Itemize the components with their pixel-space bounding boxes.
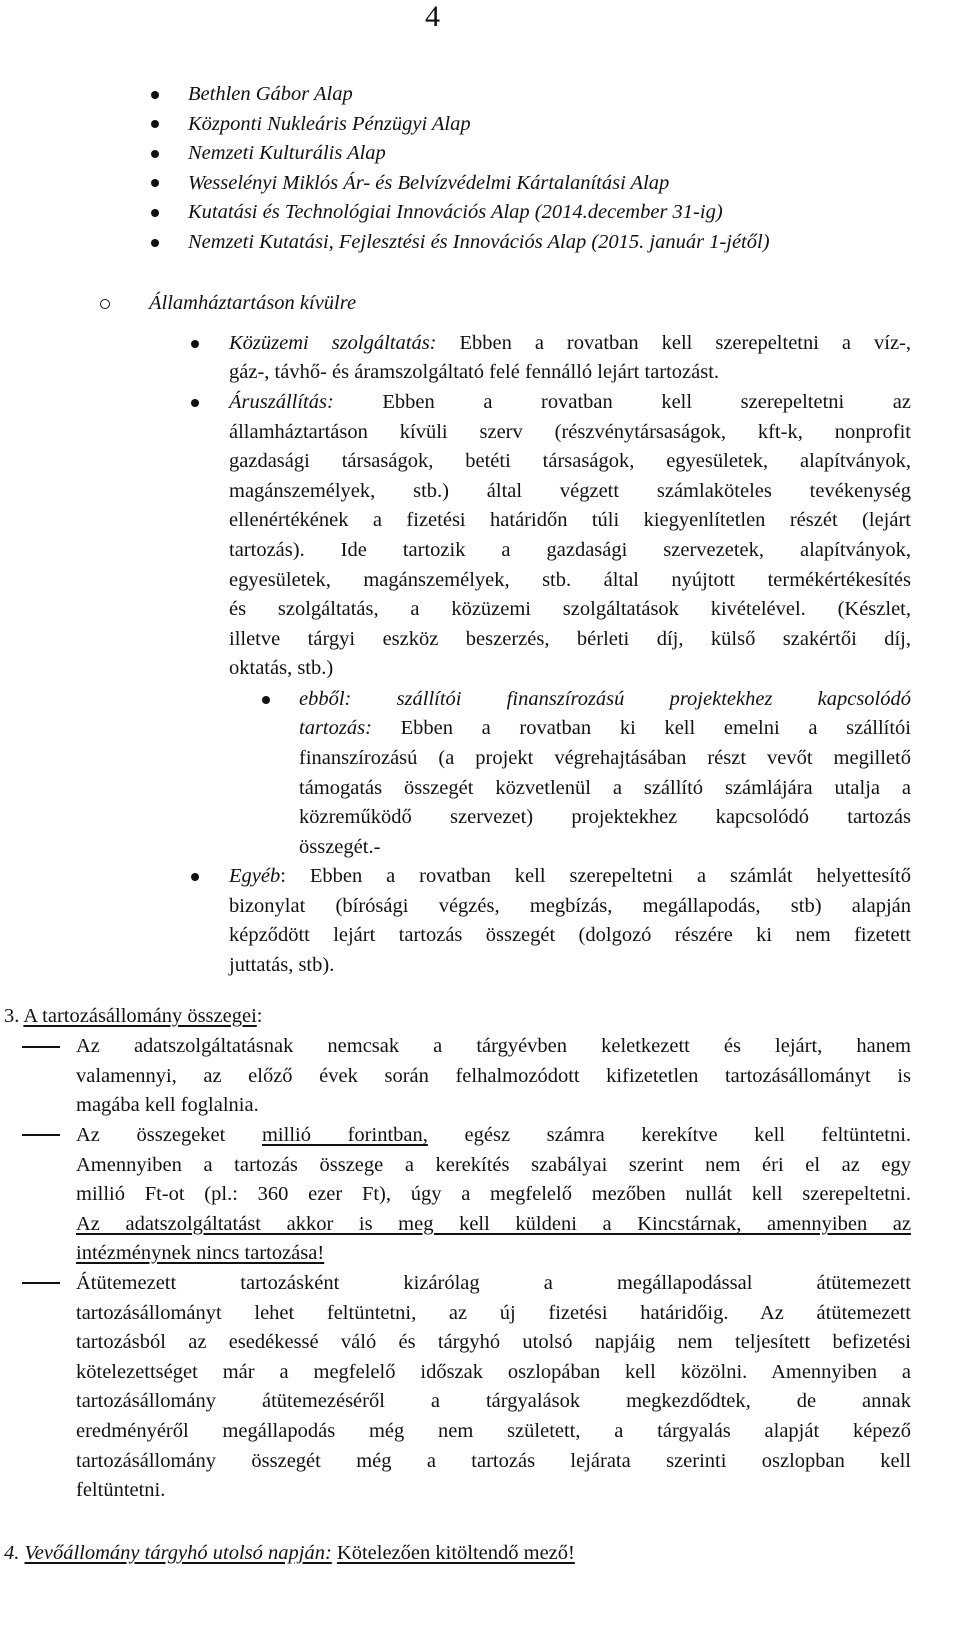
aruszallitas-text: Ebben a rovatban kell szerepeltetni az xyxy=(382,391,912,413)
egyeb-line-1 xyxy=(229,864,911,888)
aruszallitas-line: magánszemélyek, stb.) által végzett számlaköteles tevékenység xyxy=(229,480,911,502)
item3-line: Átütemezett tartozásként kizárólag a megállapodással átütemezett xyxy=(76,1272,911,1294)
item2-text-a: Az összegeket xyxy=(76,1124,226,1146)
szallitoi-label-line-1: ebből: szállítói finanszírozású projektekhez kapcsolódó xyxy=(299,688,911,710)
circle-bullet-icon xyxy=(100,299,110,309)
bullet-icon xyxy=(262,696,270,704)
bullet-icon xyxy=(151,239,159,247)
dash-bullet-icon xyxy=(22,1046,60,1048)
bullet-icon xyxy=(191,873,199,881)
aruszallitas-line: illetve tárgyi eszköz beszerzés, bérleti díj, külső szakértői díj, xyxy=(229,628,911,650)
fund-item: Bethlen Gábor Alap xyxy=(188,83,353,105)
section-3-heading xyxy=(4,1004,262,1028)
section-3-colon: : xyxy=(256,1005,263,1027)
aruszallitas-line: egyesületek, magánszemélyek, stb. által nyújtott termékértékesítés xyxy=(229,569,911,591)
aruszallitas-line: gazdasági társaságok, betéti társaságok, egyesületek, alapítványok, xyxy=(229,450,911,472)
szallitoi-line: közreműködő szervezet) projektekhez kapcsolódó tartozás xyxy=(299,806,911,828)
fund-item: Nemzeti Kutatási, Fejlesztési és Innovációs Alap (2015. január 1-jétől) xyxy=(188,231,770,253)
aruszallitas-label: Áruszállítás: xyxy=(229,391,334,413)
bullet-icon xyxy=(191,399,199,407)
bullet-icon xyxy=(151,120,159,128)
aruszallitas-line: tartozás). Ide tartozik a gazdasági szervezetek, alapítványok, xyxy=(229,539,911,561)
item3-line-last: feltüntetni. xyxy=(76,1479,166,1501)
szallitoi-line-2 xyxy=(299,716,911,740)
bullet-icon xyxy=(151,179,159,187)
item1-line-last: magába kell foglalnia. xyxy=(76,1094,259,1116)
item2-text-b: egész számra kerekítve kell feltüntetni. xyxy=(464,1124,912,1146)
kozuzemi-line-1 xyxy=(229,331,911,355)
section-4-title: Vevőállomány tárgyhó utolsó napján: xyxy=(24,1542,332,1564)
szallitoi-label-2: tartozás: xyxy=(299,717,372,739)
item2-line-1 xyxy=(76,1123,911,1147)
item3-line: tartozásállomány összegét még a tartozás lejárata szerinti oszlopban kell xyxy=(76,1450,911,1472)
fund-item: Nemzeti Kulturális Alap xyxy=(188,142,386,164)
section-4-number: 4. xyxy=(4,1542,20,1564)
kozuzemi-line-2: gáz-, távhő- és áramszolgáltató felé fennálló lejárt tartozást. xyxy=(229,361,720,383)
kozuzemi-text: Ebben a rovatban kell szerepeltetni a víz-, xyxy=(459,332,912,354)
section-4-heading xyxy=(4,1541,575,1565)
szallitoi-line: támogatás összegét közvetlenül a szállító számlájára utalja a xyxy=(299,777,911,799)
item1-line: Az adatszolgáltatásnak nemcsak a tárgyévben keletkezett és lejárt, hanem xyxy=(76,1035,911,1057)
kozuzemi-label: Közüzemi szolgáltatás: xyxy=(229,332,437,354)
bullet-icon xyxy=(151,209,159,217)
item1-line: valamennyi, az előző évek során felhalmozódott kifizetetlen tartozásállományt is xyxy=(76,1065,911,1087)
szallitoi-text: Ebben a rovatban ki kell emelni a szállítói xyxy=(400,717,911,739)
egyeb-text: : Ebben a rovatban kell szerepeltetni a számlát helyettesítő xyxy=(280,865,911,887)
item2-text-underlined: millió forintban, xyxy=(261,1124,428,1146)
item3-line: tartozásállományt lehet feltüntetni, az új fizetési határidőig. Az átütemezett xyxy=(76,1302,911,1324)
fund-item: Központi Nukleáris Pénzügyi Alap xyxy=(188,113,471,135)
section-3-number: 3. xyxy=(4,1005,20,1027)
dash-bullet-icon xyxy=(22,1134,60,1136)
aruszallitas-line: államháztartáson kívüli szerv (részvénytársaságok, kft-k, nonprofit xyxy=(229,421,911,443)
egyeb-line-last: juttatás, stb). xyxy=(229,954,335,976)
bullet-icon xyxy=(191,340,199,348)
item3-line: kötelezettséget már a megfelelő időszak oszlopában kell közölni. Amennyiben a xyxy=(76,1361,911,1383)
bullet-icon xyxy=(151,91,159,99)
item2-line: Amennyiben a tartozás összege a kerekítés szabályai szerint nem éri el az egy xyxy=(76,1154,911,1176)
fund-item: Wesselényi Miklós Ár- és Belvízvédelmi Kártalanítási Alap xyxy=(188,172,670,194)
item2-underlined-line: Az adatszolgáltatást akkor is meg kell küldeni a Kincstárnak, amennyiben az xyxy=(76,1213,911,1235)
item3-line: tartozásállomány átütemezéséről a tárgyalások megkezdődtek, de annak xyxy=(76,1390,911,1412)
item3-line: eredményéről megállapodás még nem született, a tárgyalás alapját képező xyxy=(76,1420,911,1442)
bullet-icon xyxy=(151,150,159,158)
page-number: 4 xyxy=(425,0,440,33)
egyeb-line: képződött lejárt tartozás összegét (dolgozó részére ki nem fizetett xyxy=(229,924,911,946)
item3-line: tartozásból az esedékessé váló és tárgyhó utolsó napjáig nem teljesített befizetési xyxy=(76,1331,911,1353)
szallitoi-line: finanszírozású (a projekt végrehajtásában részt vevőt megillető xyxy=(299,747,911,769)
aruszallitas-line: és szolgáltatás, a közüzemi szolgáltatások kivételével. (Készlet, xyxy=(229,598,911,620)
fund-item: Kutatási és Technológiai Innovációs Alap (2014.december 31-ig) xyxy=(188,201,723,223)
aruszallitas-line-1 xyxy=(229,390,911,414)
dash-bullet-icon xyxy=(22,1282,60,1284)
aruszallitas-line: ellenértékének a fizetési határidőn túli kiegyenlítetlen részét (lejárt xyxy=(229,509,911,531)
szallitoi-line-last: összegét.- xyxy=(299,836,381,858)
egyeb-label: Egyéb xyxy=(229,865,281,887)
egyeb-line: bizonylat (bírósági végzés, megbízás, megállapodás, stb) alapján xyxy=(229,895,911,917)
item2-underlined-last: intézménynek nincs tartozása! xyxy=(76,1242,325,1264)
section-3-title: A tartozásállomány összegei xyxy=(23,1005,257,1027)
item2-line: millió Ft-ot (pl.: 360 ezer Ft), úgy a megfelelő mezőben nullát kell szerepeltetni. xyxy=(76,1183,911,1205)
section-4-note: Kötelezően kitöltendő mező! xyxy=(336,1542,575,1564)
aruszallitas-line-last: oktatás, stb.) xyxy=(229,657,334,679)
section-heading-outside: Államháztartáson kívülre xyxy=(149,292,357,314)
